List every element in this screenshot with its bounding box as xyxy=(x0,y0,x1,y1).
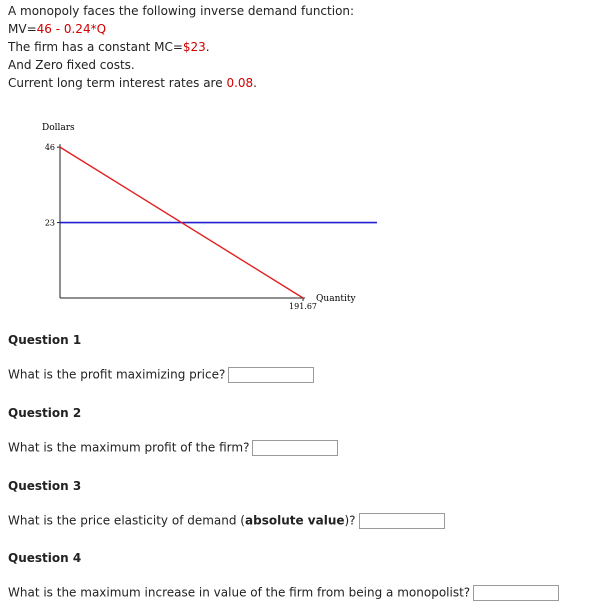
question-2-title: Question 2 xyxy=(8,406,82,420)
intro-line-4: And Zero fixed costs. xyxy=(8,58,135,72)
interest-prefix: Current long term interest rates are xyxy=(8,76,227,90)
question-2 xyxy=(8,440,338,456)
mc-value: $23 xyxy=(182,40,206,54)
question-3-text-bold: absolute value xyxy=(245,513,345,528)
answer-2-input[interactable] xyxy=(252,440,338,456)
y-tick-label-23: 23 xyxy=(44,218,55,228)
question-3-text-before: What is the price elasticity of demand ( xyxy=(8,513,245,528)
question-4-title: Question 4 xyxy=(8,551,82,565)
y-axis-label: Dollars xyxy=(42,123,75,133)
question-1-title: Question 1 xyxy=(8,333,82,347)
demand-prefix: MV= xyxy=(8,22,37,36)
answer-1-input[interactable] xyxy=(228,367,314,383)
x-axis-label: Quantity xyxy=(316,294,356,304)
question-3 xyxy=(8,513,445,529)
demand-function: 46 - 0.24*Q xyxy=(36,22,107,36)
answer-4-input[interactable] xyxy=(473,585,559,601)
mc-prefix: The firm has a constant MC= xyxy=(8,40,183,54)
interest-value: 0.08 xyxy=(226,76,254,90)
question-3-title: Question 3 xyxy=(8,479,82,493)
question-1-text: What is the profit maximizing price? xyxy=(8,367,226,382)
interest-suffix: . xyxy=(253,76,257,90)
question-2-text: What is the maximum profit of the firm? xyxy=(8,440,250,455)
y-tick-label-46: 46 xyxy=(44,143,55,153)
mc-suffix: . xyxy=(205,40,210,54)
answer-3-input[interactable] xyxy=(359,513,445,529)
question-3-text-after: )? xyxy=(344,513,356,528)
intro-line-1: A monopoly faces the following inverse demand function: xyxy=(8,4,355,18)
question-1 xyxy=(8,367,314,383)
question-4-text: What is the maximum increase in value of the firm from being a monopolist? xyxy=(8,585,471,600)
question-4 xyxy=(8,585,559,601)
x-tick-label-191: 191.67 xyxy=(289,302,318,311)
